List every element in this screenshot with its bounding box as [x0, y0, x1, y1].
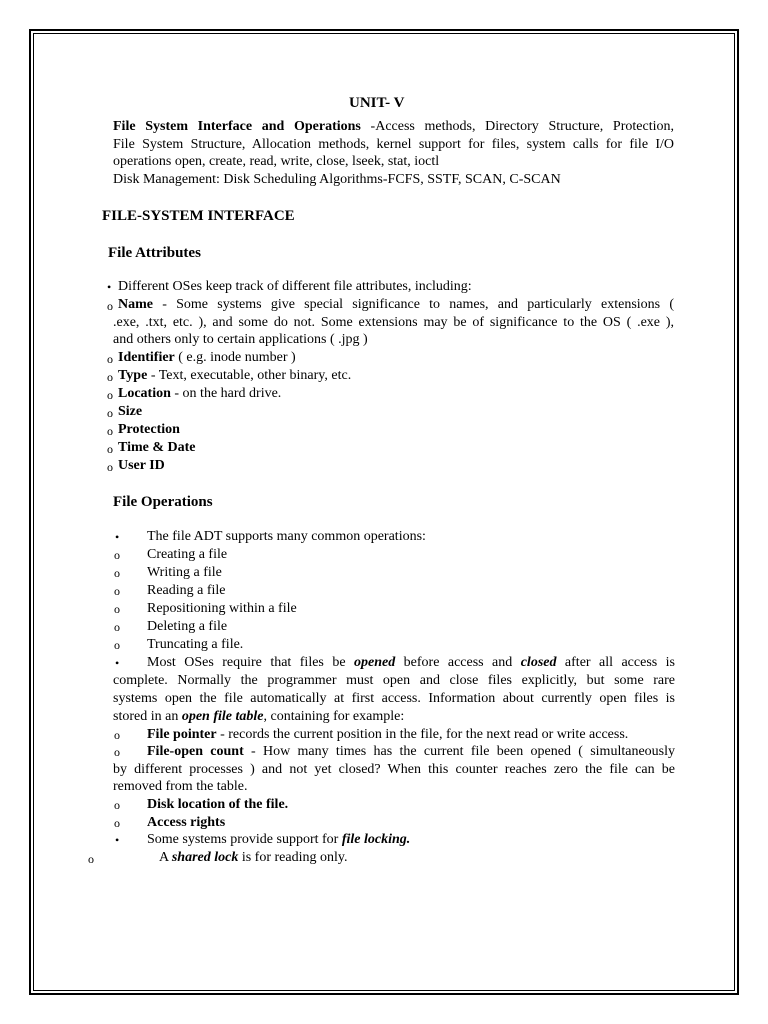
circle-bullet-icon: o [114, 566, 120, 580]
open-close-para-line-4: stored in an open file table, containing for example: [113, 709, 405, 724]
syllabus-line-1: File System Interface and Operations -Access methods, Directory Structure, Protection, [113, 119, 674, 134]
circle-bullet-icon: o [114, 728, 120, 742]
syllabus-line-4: Disk Management: Disk Scheduling Algorithms-FCFS, SSTF, SCAN, C-SCAN [113, 172, 561, 187]
attr-type: Type - Text, executable, other binary, etc. [118, 368, 352, 383]
syllabus-line-3: operations open, create, read, write, close, lseek, stat, ioctl [113, 154, 440, 169]
circle-bullet-icon: o [107, 388, 113, 402]
op-file-open-count-line-1: File-open count - How many times has the current file been opened ( simultaneously [147, 744, 675, 759]
circle-bullet-icon: o [114, 638, 120, 652]
bullet-icon: • [115, 833, 120, 847]
circle-bullet-icon: o [107, 406, 113, 420]
circle-bullet-icon: o [114, 798, 120, 812]
attr-name-line-1: Name - Some systems give special significance to names, and particularly extensions ( [118, 297, 674, 312]
open-close-para-line-2: complete. Normally the programmer must open and close files explicitly, but some rare [113, 673, 675, 688]
op-access-rights: Access rights [147, 815, 226, 830]
op-writing: Writing a file [147, 565, 222, 580]
circle-bullet-icon: o [107, 352, 113, 366]
shared-lock-line: A shared lock is for reading only. [159, 850, 348, 865]
circle-bullet-icon: o [114, 745, 120, 759]
operations-intro: The file ADT supports many common operations: [147, 529, 426, 544]
op-reading: Reading a file [147, 583, 226, 598]
attr-identifier: Identifier ( e.g. inode number ) [118, 350, 296, 365]
circle-bullet-icon: o [114, 584, 120, 598]
circle-bullet-icon: o [88, 852, 94, 866]
syllabus-line-2: File System Structure, Allocation methods, kernel support for files, system calls for file I/O [113, 137, 674, 152]
circle-bullet-icon: o [107, 370, 113, 384]
open-close-para-line-1: Most OSes require that files be opened before access and closed after all access is [147, 655, 675, 670]
attr-name-line-2: .exe, .txt, etc. ), and some do not. Some extensions may be of significance to the OS ( .exe ), [113, 315, 674, 330]
unit-title: UNIT- V [349, 95, 405, 111]
attr-time-date: Time & Date [118, 440, 196, 455]
attr-name-line-3: and others only to certain applications ( .jpg ) [113, 332, 368, 347]
section-title: FILE-SYSTEM INTERFACE [102, 208, 295, 224]
circle-bullet-icon: o [114, 602, 120, 616]
op-file-open-count-line-2: by different processes ) and not yet closed? When this counter reaches zero the file can be [113, 762, 675, 777]
circle-bullet-icon: o [107, 299, 113, 313]
attr-size: Size [118, 404, 143, 419]
circle-bullet-icon: o [114, 816, 120, 830]
bullet-icon: • [115, 530, 120, 544]
attr-user-id: User ID [118, 458, 165, 473]
circle-bullet-icon: o [114, 548, 120, 562]
circle-bullet-icon: o [107, 460, 113, 474]
bullet-icon: • [107, 280, 112, 294]
op-creating: Creating a file [147, 547, 228, 562]
attr-location: Location - on the hard drive. [118, 386, 282, 401]
circle-bullet-icon: o [107, 424, 113, 438]
op-disk-location: Disk location of the file. [147, 797, 289, 812]
attributes-intro: Different OSes keep track of different file attributes, including: [118, 279, 472, 294]
bullet-icon: • [115, 656, 120, 670]
circle-bullet-icon: o [114, 620, 120, 634]
op-deleting: Deleting a file [147, 619, 228, 634]
circle-bullet-icon: o [107, 442, 113, 456]
file-operations-heading: File Operations [113, 494, 213, 510]
op-file-open-count-line-3: removed from the table. [113, 779, 248, 794]
op-repositioning: Repositioning within a file [147, 601, 297, 616]
open-close-para-line-3: systems open the file automatically at first access. Information about currently open files is [113, 691, 675, 706]
file-attributes-heading: File Attributes [108, 245, 201, 261]
op-truncating: Truncating a file. [147, 637, 244, 652]
file-locking-line: Some systems provide support for file locking. [147, 832, 411, 847]
op-file-pointer: File pointer - records the current position in the file, for the next read or write access. [147, 727, 629, 742]
attr-protection: Protection [118, 422, 180, 437]
